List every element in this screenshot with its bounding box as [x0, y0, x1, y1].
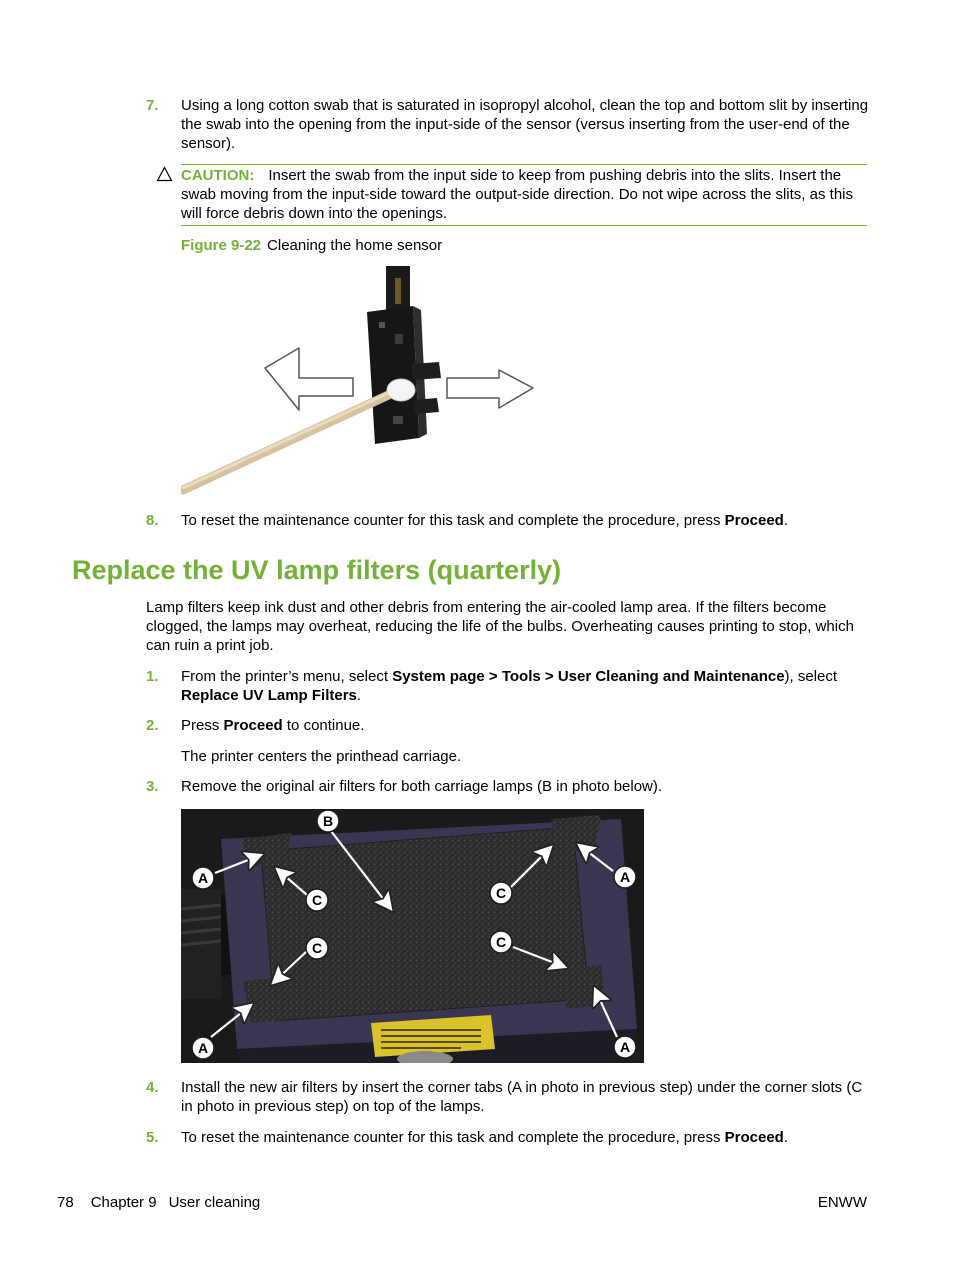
- footer-section: User cleaning: [168, 1194, 261, 1211]
- step-8-text-before: To reset the maintenance counter for this task and complete the procedure, press: [181, 512, 725, 529]
- section-intro: Lamp filters keep ink dust and other debris from entering the air-cooled lamp area. If the filters become clogged, the lamps may overheat, reducing the life of the bulbs. Overheating causes printing to stop, which can ruin a print job.: [146, 599, 854, 654]
- callout-c-mid-right: [490, 931, 512, 953]
- lamp-filter-photo: [181, 809, 644, 1063]
- step-1-text: [181, 667, 871, 705]
- step-2-text: [181, 716, 871, 735]
- callout-c-top-right: [490, 882, 512, 904]
- step-5-text-after: .: [783, 1129, 789, 1146]
- caution-triangle-icon: [156, 166, 173, 187]
- step-1-replace-filters: Replace UV Lamp Filters: [181, 687, 357, 704]
- section-title: Replace the UV lamp filters (quarterly): [72, 555, 562, 585]
- step-1-number: 1.: [146, 668, 159, 685]
- step-2-t2: to continue.: [282, 717, 365, 734]
- svg-text:A: A: [197, 1040, 209, 1056]
- caution-text: Insert the swab from the input side to keep from pushing debris into the slits. Insert the swab moving from the input-side toward the output-side direction. Do not wipe across the slits, as this will force debris down into the openings.: [181, 167, 853, 222]
- callout-c-mid-left: [306, 937, 328, 959]
- svg-text:A: A: [619, 1039, 631, 1055]
- footer-right: ENWW: [817, 1194, 867, 1211]
- home-sensor-illustration: [181, 262, 541, 496]
- svg-text:B: B: [322, 813, 334, 829]
- home-sensor-figure: [181, 262, 541, 496]
- step-1-menu-path: System page > Tools > User Cleaning and Maintenance: [392, 668, 785, 685]
- home-sensor-icon: [367, 266, 441, 444]
- step-2-proceed: Proceed: [223, 717, 283, 734]
- callout-a-bottom-right: [614, 1036, 636, 1058]
- figure-label: Figure 9-22: [181, 237, 262, 254]
- step-2-result: The printer centers the printhead carriage.: [181, 748, 462, 765]
- step-5-text: [181, 1128, 871, 1147]
- svg-text:C: C: [311, 940, 323, 956]
- step-5-text-before: To reset the maintenance counter for this task and complete the procedure, press: [181, 1129, 725, 1146]
- callout-b: [317, 810, 339, 832]
- step-5-number: 5.: [146, 1129, 159, 1146]
- svg-text:C: C: [495, 934, 507, 950]
- step-4-text: Install the new air filters by insert the corner tabs (A in photo in previous step) under the corner slots (C in photo in previous step) on top of the lamps.: [181, 1079, 863, 1115]
- callout-a-bottom-left: [192, 1037, 214, 1059]
- step-3-text: Remove the original air filters for both carriage lamps (B in photo below).: [181, 778, 663, 795]
- figure-caption: [181, 236, 442, 255]
- step-8-text: [181, 511, 871, 530]
- right-arrow-icon: [447, 370, 533, 408]
- step-3-number: 3.: [146, 778, 159, 795]
- left-arrow-icon: [265, 348, 353, 410]
- caution-label: CAUTION:: [181, 167, 255, 184]
- step-1-t3: .: [356, 687, 362, 704]
- svg-text:A: A: [197, 870, 209, 886]
- svg-text:C: C: [311, 892, 323, 908]
- caution-box: [181, 164, 867, 226]
- step-1-t2: ), select: [784, 668, 838, 685]
- step-8-number: 8.: [146, 512, 159, 529]
- step-8-proceed: Proceed: [724, 512, 784, 529]
- callout-a-top-left: [192, 867, 214, 889]
- callout-c-top-left: [306, 889, 328, 911]
- step-7-text: Using a long cotton swab that is saturated in isopropyl alcohol, clean the top and bottom slit by inserting the swab into the opening from the input-side of the sensor (versus inserting from the user-end of the sensor).: [181, 97, 869, 152]
- step-2-number: 2.: [146, 717, 159, 734]
- page-number: 78: [57, 1194, 74, 1211]
- step-4-number: 4.: [146, 1079, 159, 1096]
- step-8-text-after: .: [783, 512, 789, 529]
- callout-a-top-right: [614, 866, 636, 888]
- figure-caption-text: Cleaning the home sensor: [267, 237, 443, 254]
- footer-chapter: Chapter 9: [90, 1194, 157, 1211]
- step-2-t1: Press: [181, 717, 224, 734]
- svg-text:A: A: [619, 869, 631, 885]
- svg-text:C: C: [495, 885, 507, 901]
- step-7-number: 7.: [146, 97, 159, 114]
- footer-left: [57, 1193, 260, 1212]
- step-5-proceed: Proceed: [724, 1129, 784, 1146]
- step-1-t1: From the printer’s menu, select: [181, 668, 393, 685]
